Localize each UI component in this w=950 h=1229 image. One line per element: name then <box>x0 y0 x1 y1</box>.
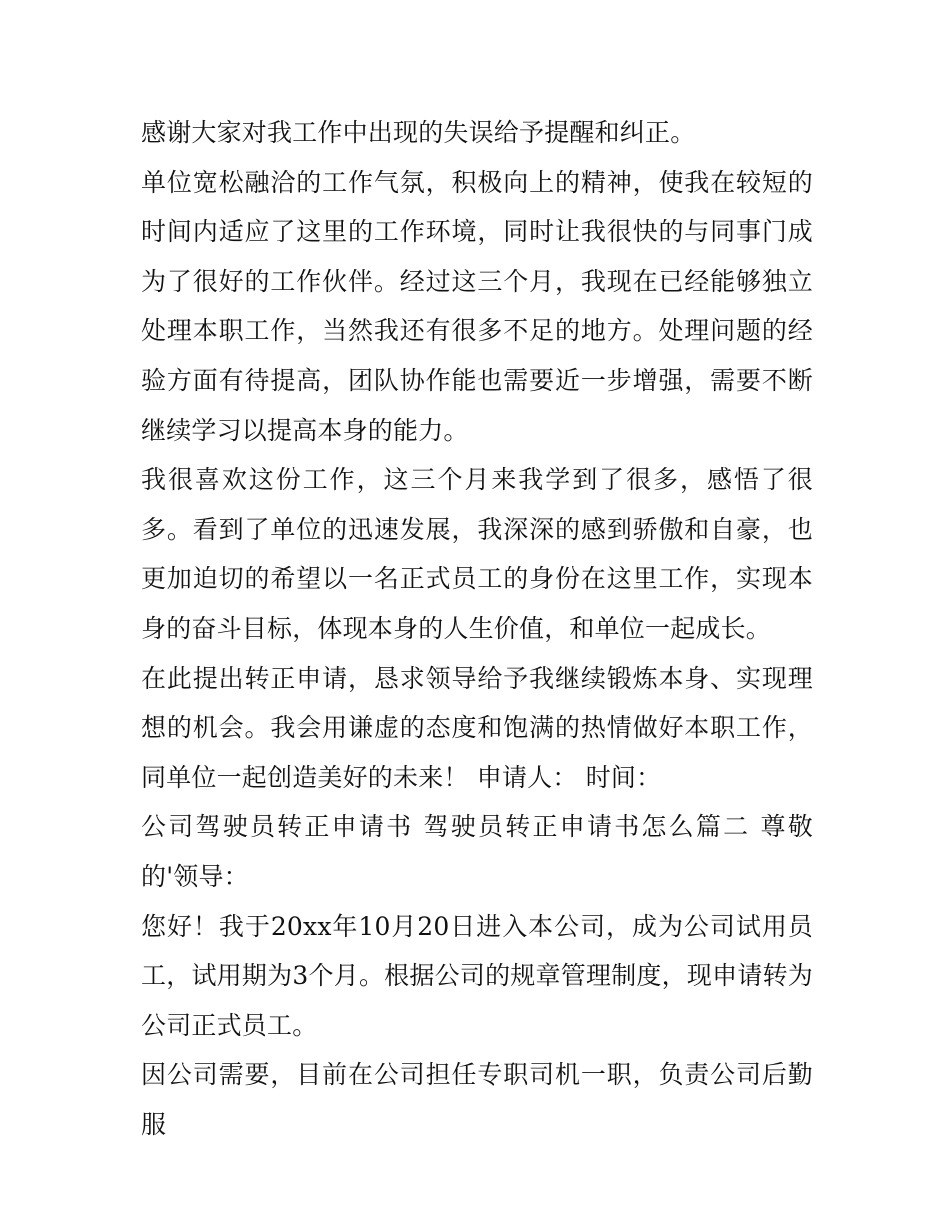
document-body <box>141 108 813 1149</box>
paragraph-love-job: 我很喜欢这份工作，这三个月来我学到了很多，感悟了很多。看到了单位的迅速发展，我深深的感到骄傲和自豪，也更加迫切的希望以一名正式员工的身份在这里工作，实现本身的奋斗目标，体现本身的人生价值，和单位一起成长。 <box>141 465 813 643</box>
paragraph-duty: 因公司需要，目前在公司担任专职司机一职，负责公司后勤服 <box>141 1060 813 1139</box>
paragraph-section-title: 公司驾驶员转正申请书 驾驶员转正申请书怎么篇二 尊敬的'领导： <box>141 812 813 891</box>
paragraph-thanks: 感谢大家对我工作中出现的失误给予提醒和纠正。 <box>141 118 696 147</box>
paragraph-work-environment: 单位宽松融洽的工作气氛，积极向上的精神，使我在较短的时间内适应了这里的工作环境，同时让我很快的与同事门成为了很好的工作伙伴。经过这三个月，我现在已经能够独立处理本职工作，当然我还有很多不足的地方。处理问题的经验方面有待提高，团队协作能也需要近一步增强，需要不断继续学习以提高本身的能力。 <box>141 167 813 445</box>
paragraph-greeting: 您好！我于20xx年10月20日进入本公司，成为公司试用员工，试用期为3个月。根据公司的规章管理制度，现申请转为公司正式员工。 <box>141 911 813 1040</box>
paragraph-application: 在此提出转正申请，恳求领导给予我继续锻炼本身、实现理想的机会。我会用谦虚的态度和饱满的热情做好本职工作，同单位一起创造美好的未来！ 申请人： 时间： <box>141 663 813 792</box>
